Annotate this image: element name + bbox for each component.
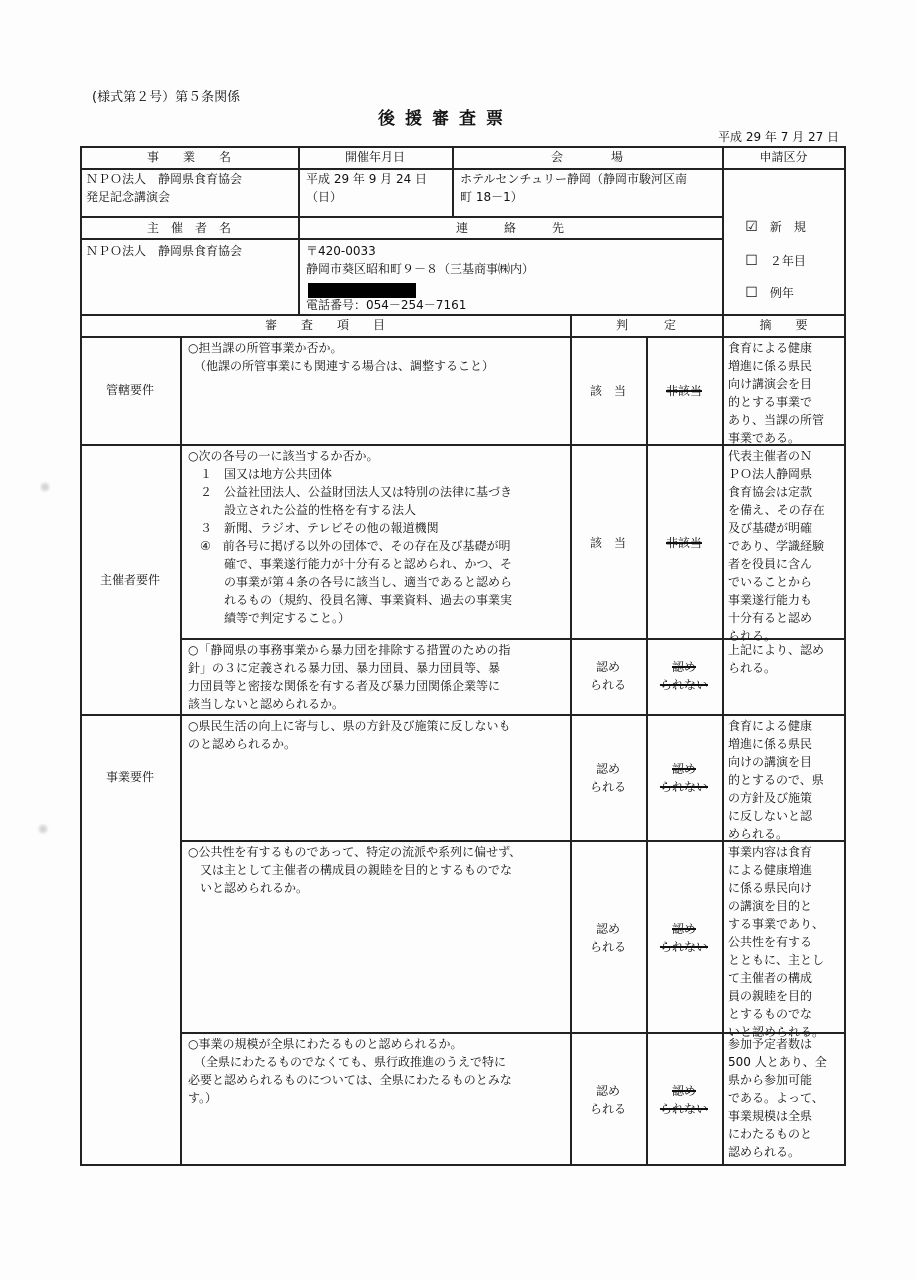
- review-item: ○「静岡県の事務事業から暴力団を排除する措置のための指 針」の３に定義される暴力団、暴力団員、暴力団員等、暴 力団員等と密接な関係を有する者及び暴力団関係企業等に 該当しないと認められるか。: [188, 643, 511, 711]
- document-title: 後援審査票: [378, 109, 513, 129]
- judgment-no-struck: 認め られない: [659, 1084, 708, 1116]
- judgment-no-struck: 認め られない: [659, 762, 708, 794]
- header-venue: 会 場: [550, 150, 623, 164]
- judgment-yes: 認め られる: [589, 922, 626, 954]
- category-organizer: 主催者要件: [99, 573, 160, 587]
- review-item: ○県民生活の向上に寄与し、県の方針及び施策に反しないも のと認められるか。: [188, 719, 511, 751]
- judgment-no-struck: 非該当: [665, 536, 702, 550]
- judgment-yes: 認め られる: [589, 660, 626, 692]
- category-annual: ☐ 例年: [745, 285, 794, 301]
- event-name: ＮＰＯ法人 静岡県食育協会 発足記念講演会: [86, 172, 243, 204]
- judgment-yes: 認め られる: [589, 762, 626, 794]
- judgment-no-struck: 認め られない: [659, 922, 708, 954]
- review-item: ○公共性を有するものであって、特定の流派や系列に偏せず、 又は主として主催者の構成員の親睦を目的とするものでな いと認められるか。: [188, 845, 522, 895]
- empty-box-icon: ☐: [745, 285, 758, 301]
- header-judgment: 判 定: [615, 318, 676, 332]
- contact-zip: 〒420-0033: [306, 244, 376, 258]
- summary-text: 上記により、認め られる。: [728, 643, 825, 675]
- document-date: 平成 29 年 7 月 27 日: [718, 130, 840, 144]
- form-number-label: (様式第２号）第５条関係: [92, 90, 241, 105]
- empty-box-icon: ☐: [745, 253, 758, 269]
- header-category: 申請区分: [759, 150, 808, 164]
- judgment-no-struck: 非該当: [665, 384, 702, 398]
- header-event-name: 事 業 名: [146, 150, 231, 164]
- header-event-date: 開催年月日: [344, 150, 405, 164]
- scan-artifact: [36, 822, 50, 836]
- organizer-name: ＮＰＯ法人 静岡県食育協会: [86, 244, 243, 258]
- judgment-yes: 該 当: [589, 536, 626, 550]
- category-project: 事業要件: [105, 770, 154, 784]
- contact-phone: 電話番号：054－254－7161: [306, 298, 467, 312]
- judgment-no-struck: 認め られない: [659, 660, 708, 692]
- summary-text: 食育による健康 増進に係る県民 向けの講演を目 的とするので、県 の方針及び施策 に反しないと認 められる。: [728, 719, 824, 841]
- judgment-yes: 該 当: [589, 384, 626, 398]
- review-item: ○次の各号の一に該当するか否か。 １ 国又は地方公共団体 ２ 公益社団法人、公益財団法人又は特別の法律に基づき 設立された公益的性格を有する法人 ３ 新聞、ラジオ、テレビその他の報道機関 ④ 前各号に掲げる以外の団体で、その存在及び基礎が明 確で、事業遂行能力が十分有ると認められ、かつ、そ の事業が第４条の各号に該当し、適当であると認めら れるもの（規約、役員名簿、事業資料、過去の事業実 績等で判定すること。）: [188, 449, 513, 625]
- header-contact: 連 絡 先: [455, 221, 564, 235]
- scan-artifact: [38, 480, 52, 494]
- checked-box-icon: ☑: [745, 219, 758, 235]
- event-date: 平成 29 年 9 月 24 日 （日）: [306, 172, 428, 204]
- summary-text: 食育による健康 増進に係る県民 向け講演会を目 的とする事業で あり、当課の所管 事業である。: [728, 341, 825, 445]
- category-second-year: ☐ ２年目: [745, 253, 806, 269]
- header-summary: 摘 要: [759, 318, 808, 332]
- judgment-yes: 認め られる: [589, 1084, 626, 1116]
- review-item: ○担当課の所管事業か否か。 （他課の所管事業にも関連する場合は、調整すること）: [188, 341, 495, 373]
- header-organizer: 主 催 者 名: [146, 221, 231, 235]
- category-jurisdiction: 管轄要件: [105, 383, 154, 397]
- venue: ホテルセンチュリー静岡（静岡市駿河区南 町 18－1）: [460, 172, 688, 204]
- header-review-items: 審 査 項 目: [264, 318, 385, 332]
- contact-address: 静岡市葵区昭和町９－８（三基商事㈱内）: [306, 262, 535, 276]
- summary-text: 参加予定者数は 500 人とあり、全 県から参加可能 である。よって、 事業規模は全県 にわたるものと 認められる。: [728, 1037, 827, 1159]
- summary-text: 代表主催者のＮ ＰＯ法人静岡県 食育協会は定款 を備え、その存在 及び基礎が明確 であり、学識経験 者を役員に含ん でいることから 事業遂行能力も 十分有ると認め られる。: [728, 449, 825, 643]
- review-item: ○事業の規模が全県にわたるものと認められるか。 （全県にわたるものでなくても、県行政推進のうえで特に 必要と認められるものについては、全県にわたるものとみな す。）: [188, 1037, 512, 1105]
- review-form-table: [80, 146, 845, 1166]
- summary-text: 事業内容は食育 による健康増進 に係る県民向け の講演を目的と する事業であり、 公共性を有する とともに、主とし て主催者の構成 員の親睦を目的 とするものでな いと認められる。: [728, 845, 825, 1039]
- category-new: ☑ 新 規: [745, 219, 806, 235]
